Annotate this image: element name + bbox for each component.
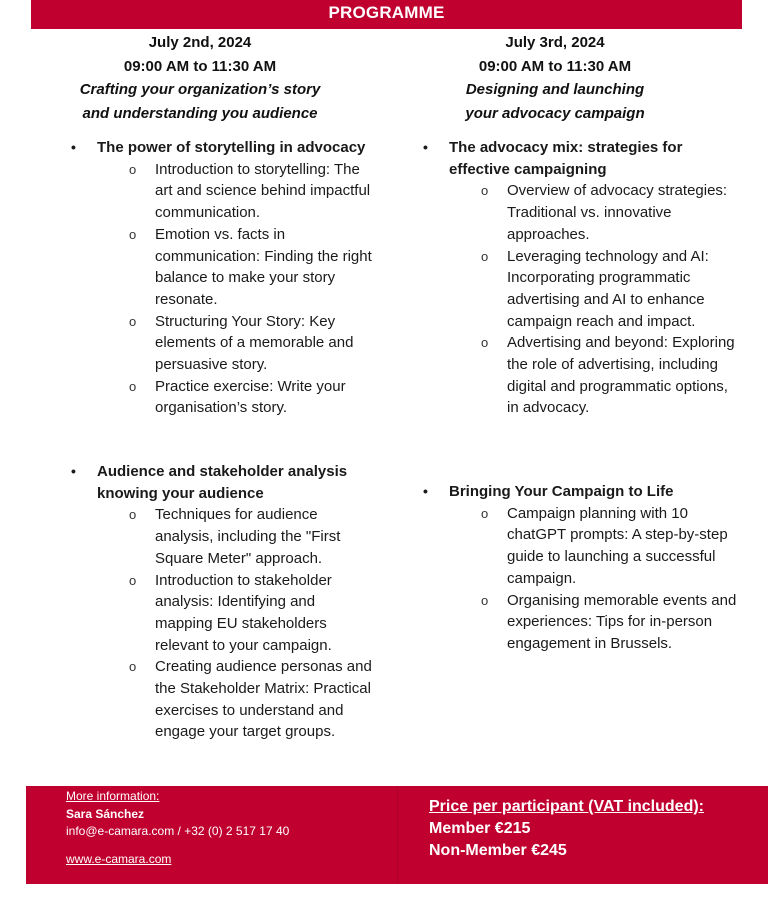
sub-list xyxy=(129,159,375,419)
spacer xyxy=(66,841,289,851)
circle-bullet-icon: o xyxy=(481,335,489,351)
circle-bullet-icon: o xyxy=(129,226,137,242)
section-title xyxy=(423,481,749,503)
list-item-text: Creating audience personas and the Stakeholder Matrix: Practical exercises to understand and engage your target groups. xyxy=(155,658,372,741)
day2-date: July 3rd, 2024 xyxy=(505,34,605,51)
list-item xyxy=(481,503,737,590)
list-item xyxy=(129,570,375,657)
bullet-icon: • xyxy=(71,463,76,479)
list-item-text: Advertising and beyond: Exploring the role of advertising, including digital and programmatic options, in advocacy. xyxy=(507,334,735,417)
list-item-text: Introduction to stakeholder analysis: Identifying and mapping EU stakeholders relevant to your campaign. xyxy=(155,571,332,654)
day1-theme-line1: Crafting your organization’s story xyxy=(79,81,321,98)
section-title xyxy=(71,461,367,504)
contact-name: Sara Sánchez xyxy=(66,806,145,821)
list-item xyxy=(481,246,737,333)
day2-theme-line1: Designing and launching xyxy=(465,81,645,98)
programme-header: PROGRAMME xyxy=(31,0,742,29)
circle-bullet-icon: o xyxy=(129,313,137,329)
day2-section-advocacy-mix xyxy=(423,137,749,419)
day1-date: July 2nd, 2024 xyxy=(148,34,252,51)
list-item-text: Organising memorable events and experiences: Tips for in-person engagement in Brussels. xyxy=(507,591,737,652)
more-info-label: More information: xyxy=(66,789,160,803)
list-item-text: Introduction to storytelling: The art and science behind impactful communication. xyxy=(155,160,371,222)
day2-theme-line2: your advocacy campaign xyxy=(465,104,645,122)
bullet-icon: • xyxy=(423,483,428,499)
day2-section-campaign-life xyxy=(423,481,749,655)
day1-section-audience xyxy=(71,461,372,743)
list-item xyxy=(129,504,375,569)
circle-bullet-icon: o xyxy=(481,505,489,521)
footer-divider xyxy=(397,786,398,884)
circle-bullet-icon: o xyxy=(129,378,137,394)
day1-header xyxy=(40,31,360,125)
day1-time: 09:00 AM to 11:30 AM xyxy=(123,57,277,75)
list-item-text: Structuring Your Story: Key elements of a memorable and persuasive story. xyxy=(155,312,354,374)
day1-section-storytelling xyxy=(71,137,387,419)
circle-bullet-icon: o xyxy=(481,592,489,608)
section-title-text: Bringing Your Campaign to Life xyxy=(449,483,674,500)
circle-bullet-icon: o xyxy=(481,248,489,264)
contact-info xyxy=(66,788,289,868)
sub-list xyxy=(481,180,737,419)
non-member-price: Non-Member €245 xyxy=(429,842,567,859)
section-title xyxy=(423,137,749,180)
pricing-info xyxy=(429,796,704,862)
section-title-text: The advocacy mix: strategies for effective campaigning xyxy=(449,139,683,178)
section-title-text: The power of storytelling in advocacy xyxy=(97,139,366,156)
list-item xyxy=(129,224,375,311)
list-item xyxy=(129,159,375,224)
sub-list xyxy=(129,504,375,743)
section-title xyxy=(71,137,387,159)
website-link[interactable]: www.e-camara.com xyxy=(66,851,172,866)
day1-theme-line2: and understanding you audience xyxy=(82,104,318,122)
circle-bullet-icon: o xyxy=(481,183,489,199)
price-heading: Price per participant (VAT included): xyxy=(429,798,704,815)
contact-email-phone[interactable]: info@e-camara.com / +32 (0) 2 517 17 40 xyxy=(66,824,290,838)
list-item-text: Campaign planning with 10 chatGPT prompts: A step-by-step guide to launching a successful campaign. xyxy=(507,504,728,587)
member-price: Member €215 xyxy=(429,820,531,837)
list-item-text: Overview of advocacy strategies: Traditional vs. innovative approaches. xyxy=(507,182,728,243)
sub-list xyxy=(481,503,737,655)
bullet-icon: • xyxy=(423,139,428,155)
circle-bullet-icon: o xyxy=(129,507,137,523)
list-item xyxy=(481,590,737,655)
list-item xyxy=(129,376,375,419)
list-item-text: Techniques for audience analysis, including the "First Square Meter" approach. xyxy=(155,506,341,567)
day2-time: 09:00 AM to 11:30 AM xyxy=(478,57,632,75)
list-item xyxy=(129,311,375,376)
list-item xyxy=(481,180,737,245)
list-item-text: Emotion vs. facts in communication: Finding the right balance to make your story resonate. xyxy=(155,225,372,308)
section-title-text: Audience and stakeholder analysis knowing your audience xyxy=(97,463,348,502)
circle-bullet-icon: o xyxy=(129,161,137,177)
footer-banner xyxy=(26,786,768,884)
circle-bullet-icon: o xyxy=(129,659,137,675)
list-item-text: Practice exercise: Write your organisation’s story. xyxy=(155,377,346,417)
bullet-icon: • xyxy=(71,139,76,155)
day2-header xyxy=(395,31,715,125)
list-item xyxy=(129,656,375,743)
circle-bullet-icon: o xyxy=(129,572,137,588)
list-item-text: Leveraging technology and AI: Incorporating programmatic advertising and AI to enhance campaign reach and impact. xyxy=(507,247,709,330)
list-item xyxy=(481,332,737,419)
